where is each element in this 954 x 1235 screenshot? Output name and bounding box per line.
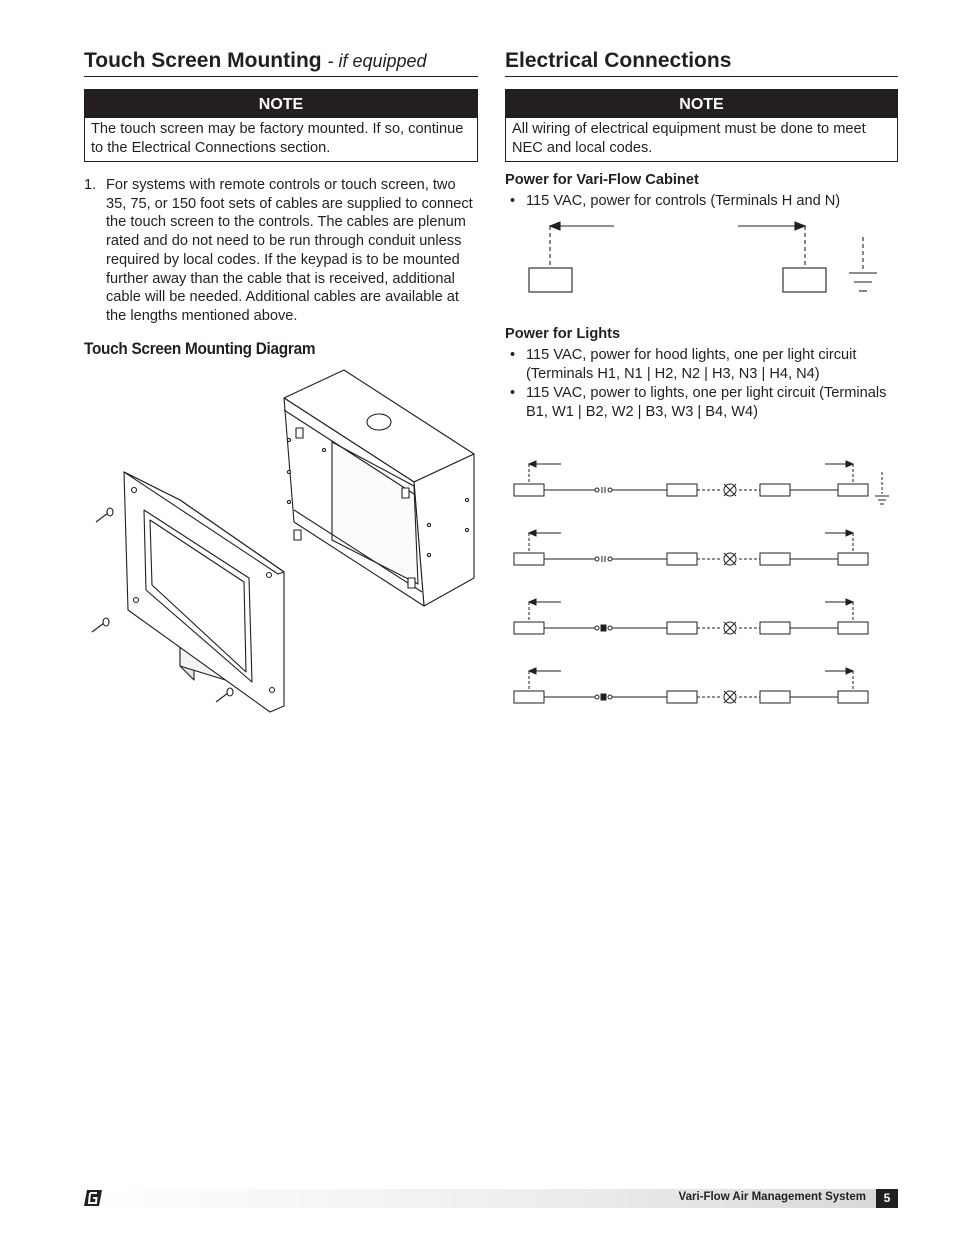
fixture-terminal	[760, 622, 790, 634]
section-heading-touch-screen	[84, 48, 478, 77]
heading-text: Touch Screen Mounting	[84, 49, 322, 72]
note-text: All wiring of electrical equipment must be done to meet NEC and local codes.	[512, 121, 866, 156]
list-item: • 115 VAC, power for hood lights, one per light circuit (Terminals H1, N1 | H2, N2 | H3, N3 | H4, N4)	[505, 346, 898, 384]
terminal-right	[838, 622, 868, 634]
terminal-h	[529, 268, 572, 292]
terminal-right	[838, 484, 868, 496]
step-text: For systems with remote controls or touch screen, two 35, 75, or 150 foot sets of cables are supplied to connect the touch screen to the controls. The cables are plenum rated and do not need to be run through conduit unless required by local codes. If the keypad is to be mounted further away than the cable that is received, additional cable will be needed. Additional cables are available at the lengths mentioned above.	[106, 177, 473, 324]
diagram-title: Touch Screen Mounting Diagram	[84, 339, 316, 358]
lights-power-title: Power for Lights	[505, 326, 621, 342]
note-box-electrical	[505, 89, 898, 162]
fixture-terminal	[667, 622, 697, 634]
terminal-left	[514, 553, 544, 565]
cabinet-power-list	[505, 192, 898, 211]
step-item	[84, 176, 478, 326]
lights-power-list	[505, 346, 898, 422]
list-item: • 115 VAC, power to lights, one per light circuit (Terminals B1, W1 | B2, W2 | B3, W3 | B4, W4)	[505, 384, 898, 422]
ground-icon	[849, 237, 877, 291]
light-circuit-row	[514, 668, 868, 703]
terminal-n	[783, 268, 826, 292]
section-heading-electrical: Electrical Connections	[505, 48, 898, 77]
fixture-terminal	[667, 553, 697, 565]
page-footer	[84, 1189, 898, 1208]
switch-open-icon	[595, 557, 599, 561]
light-circuit-wiring-diagram	[505, 455, 900, 710]
instruction-steps	[84, 176, 478, 326]
switch-open-icon	[595, 488, 599, 492]
fixture-terminal	[760, 691, 790, 703]
touch-screen-mounting-diagram	[84, 360, 484, 720]
back-box	[284, 370, 474, 606]
light-circuit-row	[514, 599, 868, 634]
cabinet-power-title: Power for Vari-Flow Cabinet	[505, 172, 699, 188]
terminal-left	[514, 691, 544, 703]
heading-suffix: - if equipped	[327, 51, 427, 71]
terminal-right	[838, 691, 868, 703]
list-item: • 115 VAC, power for controls (Terminals H and N)	[505, 192, 898, 211]
touch-screen-section	[84, 48, 478, 359]
fixture-terminal	[760, 553, 790, 565]
terminal-left	[514, 484, 544, 496]
switch-closed-icon	[595, 626, 599, 630]
fixture-terminal	[667, 484, 697, 496]
light-circuit-row	[514, 461, 889, 504]
terminal-right	[838, 553, 868, 565]
footer-title: Vari-Flow Air Management System	[678, 1191, 866, 1203]
fixture-terminal	[667, 691, 697, 703]
cabinet-power-wiring-diagram	[520, 215, 900, 300]
fixture-terminal	[760, 484, 790, 496]
terminal-left	[514, 622, 544, 634]
touch-screen-bezel	[124, 472, 284, 712]
note-text: The touch screen may be factory mounted. If so, continue to the Electrical Connections section.	[91, 121, 464, 156]
note-label: NOTE	[506, 90, 897, 118]
light-circuit-row	[514, 530, 868, 565]
switch-closed-icon	[595, 695, 599, 699]
greenheck-g-logo-icon	[84, 1190, 102, 1206]
note-box-touch-screen	[84, 89, 478, 162]
page-number: 5	[876, 1189, 898, 1208]
note-label: NOTE	[85, 90, 477, 118]
step-number: 1.	[84, 177, 97, 193]
